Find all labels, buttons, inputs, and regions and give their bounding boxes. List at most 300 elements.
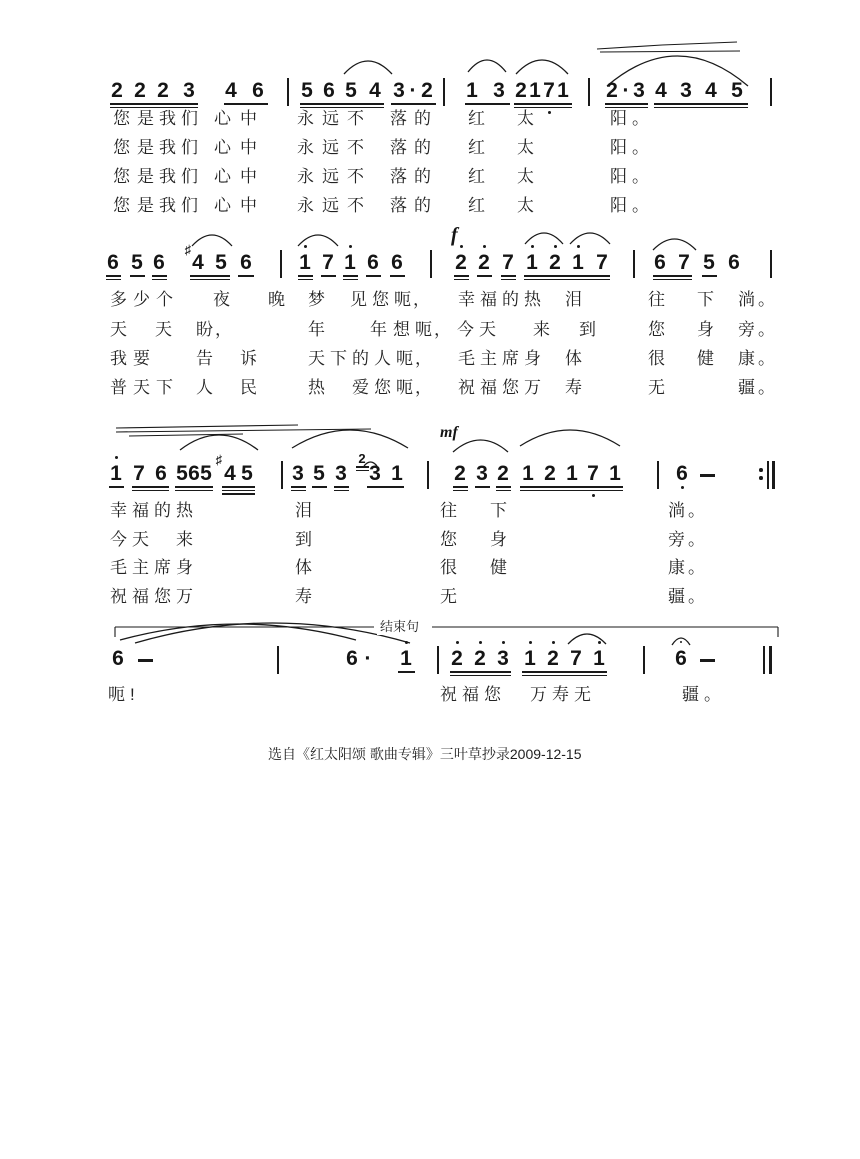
high-octave-dot	[552, 641, 555, 644]
lyric-char: 太	[517, 167, 534, 186]
lyric-char: 不	[347, 109, 364, 128]
barline	[769, 646, 772, 674]
beam-underline	[496, 486, 511, 488]
lyric-char: 落	[390, 196, 407, 215]
lyric-char: 夜	[213, 290, 230, 309]
lyric-char: 热	[308, 378, 325, 397]
slur-arc	[525, 233, 563, 244]
barline	[277, 646, 279, 674]
beam-underline	[132, 490, 169, 492]
note-digit: 6	[188, 462, 200, 485]
lyric-char: 呃	[396, 349, 413, 368]
note-digit: 2	[157, 79, 169, 102]
lyric-char: 疆	[738, 378, 755, 397]
beam-underline	[654, 107, 748, 109]
note-digit: 2	[421, 79, 433, 102]
lyric-char: ，	[215, 320, 232, 339]
lyric-char: 很	[648, 349, 665, 368]
beam-underline	[224, 103, 268, 105]
low-octave-dot	[681, 486, 684, 489]
note-digit: 2	[474, 647, 486, 670]
lyric-char: 太	[517, 138, 534, 157]
lyric-char: 天	[308, 349, 325, 368]
lyric-char: 今	[457, 320, 474, 339]
lyric-char: 主	[480, 349, 497, 368]
lyric-char: 心	[214, 196, 231, 215]
note-digit: 5	[345, 79, 357, 102]
beam-underline	[653, 275, 692, 277]
lyric-char: 我	[159, 167, 176, 186]
lyric-char: 您	[374, 378, 391, 397]
note-digit: 1	[526, 251, 538, 274]
lyric-char: 心	[214, 167, 231, 186]
lyric-char: 往	[440, 501, 457, 520]
high-octave-dot	[456, 641, 459, 644]
note-digit: 6	[367, 251, 379, 274]
lyric-char: 红	[468, 109, 485, 128]
note-digit: 3	[633, 79, 645, 102]
lyric-char: 天	[132, 530, 149, 549]
lyric-char: 福	[480, 290, 497, 309]
beam-underline	[109, 486, 124, 488]
note-digit: 6	[240, 251, 252, 274]
note-digit: 1	[400, 647, 412, 670]
lyric-char: 们	[181, 109, 198, 128]
lyric-char: 您	[154, 587, 171, 606]
lyric-char: 身	[176, 558, 193, 577]
barline	[770, 250, 772, 278]
lyric-char: 们	[181, 196, 198, 215]
lyric-char: 呃	[415, 320, 432, 339]
note-digit: 7	[502, 251, 514, 274]
lyric-char: 热	[524, 290, 541, 309]
slur-arc	[135, 623, 410, 643]
beam-underline	[312, 486, 327, 488]
note-digit: 5	[703, 251, 715, 274]
note-digit: 4	[192, 251, 204, 274]
note-digit: 6	[323, 79, 335, 102]
beam-underline	[152, 279, 167, 281]
lyric-char: 天	[110, 320, 127, 339]
lyric-char: 寿	[565, 378, 582, 397]
note-digit: 6	[107, 251, 119, 274]
lyric-char: 福	[132, 501, 149, 520]
lyric-char: 来	[533, 320, 550, 339]
note-digit: 2	[549, 251, 561, 274]
lyric-char: 阳	[610, 167, 627, 186]
note-digit: 2	[544, 462, 556, 485]
dynamic-mf-mark: mf	[440, 424, 458, 441]
lyric-char: 不	[347, 196, 364, 215]
lyric-char: 天	[479, 320, 496, 339]
high-octave-dot	[460, 245, 463, 248]
note-digit: 5	[200, 462, 212, 485]
note-digit: 7	[587, 462, 599, 485]
lyric-char: 。	[632, 109, 649, 128]
slur-arc	[570, 233, 610, 244]
beam-underline	[356, 466, 369, 468]
augmentation-dot: ·	[409, 79, 417, 102]
sharp-icon: ♯	[184, 242, 192, 257]
beam-underline	[300, 103, 384, 105]
beam-underline	[130, 275, 145, 277]
lyric-char: 福	[480, 378, 497, 397]
beam-underline	[453, 490, 468, 492]
note-digit: 2	[134, 79, 146, 102]
lyric-char: 年	[308, 320, 325, 339]
notation-dot	[680, 641, 683, 644]
notation-dot	[759, 468, 763, 472]
lyric-char: 旁	[738, 320, 755, 339]
lyric-char: 身	[524, 349, 541, 368]
note-digit: 1	[529, 79, 541, 102]
lyric-char: 您	[372, 290, 389, 309]
beam-underline	[398, 671, 415, 673]
note-digit: 3	[476, 462, 488, 485]
lyric-char: 永	[297, 167, 314, 186]
augmentation-dot: ·	[364, 647, 372, 670]
beam-underline	[522, 675, 607, 677]
lyric-char: 。	[688, 501, 705, 520]
lyric-char: 疆	[668, 587, 685, 606]
beam-underline	[334, 486, 349, 488]
lyric-char: 的	[352, 349, 369, 368]
note-digit: 1	[466, 79, 478, 102]
lyric-char: 红	[468, 196, 485, 215]
lyric-char: 不	[347, 167, 364, 186]
beam-underline	[450, 675, 511, 677]
beam-underline	[514, 103, 572, 105]
beam-underline	[291, 486, 306, 488]
lyric-char: 要	[133, 349, 150, 368]
lyric-char: 中	[240, 196, 257, 215]
beam-underline	[450, 671, 511, 673]
note-digit: 1	[566, 462, 578, 485]
lyric-char: 幸	[110, 501, 127, 520]
note-digit: 3	[183, 79, 195, 102]
beam-underline	[175, 490, 213, 492]
lyric-char: 来	[176, 530, 193, 549]
beam-underline	[605, 103, 648, 105]
lyric-char: 少	[133, 290, 150, 309]
lyric-char: 呃	[108, 685, 125, 704]
lyric-char: 祝	[440, 685, 457, 704]
beam-underline	[321, 275, 336, 277]
lyric-char: 。	[632, 196, 649, 215]
note-digit: 4	[369, 79, 381, 102]
beam-underline	[702, 275, 717, 277]
note-digit: 1	[344, 251, 356, 274]
lyric-char: 主	[132, 558, 149, 577]
note-digit: 1	[572, 251, 584, 274]
note-digit: 5	[301, 79, 313, 102]
lyric-char: 心	[214, 109, 231, 128]
duration-dash	[700, 659, 715, 662]
note-digit: 6	[112, 647, 124, 670]
note-digit: 3	[335, 462, 347, 485]
lyric-char: 中	[240, 138, 257, 157]
lyric-char: 您	[113, 196, 130, 215]
lyric-char: 阳	[610, 109, 627, 128]
beam-underline	[453, 486, 468, 488]
lyric-char: 多	[110, 290, 127, 309]
lyric-char: 太	[517, 196, 534, 215]
note-digit: 4	[705, 79, 717, 102]
lyric-char: 泪	[295, 501, 312, 520]
lyric-char: 您	[440, 530, 457, 549]
lyric-char: 寿	[552, 685, 569, 704]
ending-section-label: 结束句	[377, 619, 422, 635]
high-octave-dot	[405, 641, 408, 644]
note-digit: 3	[369, 462, 381, 485]
lyric-char: 毛	[458, 349, 475, 368]
lyric-char: 人	[374, 349, 391, 368]
lyric-char: 阳	[610, 196, 627, 215]
lyric-char: 。	[688, 587, 705, 606]
lyric-char: 无	[648, 378, 665, 397]
high-octave-dot	[598, 641, 601, 644]
barline	[588, 78, 590, 106]
low-octave-dot	[592, 494, 595, 497]
slur-arc	[453, 440, 508, 452]
barline	[770, 78, 772, 106]
lyric-char: 万	[176, 587, 193, 606]
line-mark	[116, 429, 371, 432]
lyric-char: 您	[113, 109, 130, 128]
note-digit: 1	[299, 251, 311, 274]
note-digit: 4	[655, 79, 667, 102]
beam-underline	[475, 486, 490, 488]
lyric-char: 席	[502, 349, 519, 368]
barline	[763, 646, 765, 674]
beam-underline	[334, 490, 349, 492]
high-octave-dot	[554, 245, 557, 248]
beam-underline	[238, 275, 254, 277]
lyric-char: 的	[414, 167, 431, 186]
lyric-char: 很	[440, 558, 457, 577]
beam-underline	[501, 279, 516, 281]
lyric-char: 疆	[682, 685, 699, 704]
beam-underline	[291, 490, 306, 492]
note-digit: 5	[176, 462, 188, 485]
note-digit: 2	[478, 251, 490, 274]
lyric-char: 永	[297, 138, 314, 157]
note-digit: 1	[110, 462, 122, 485]
lyric-char: 身	[490, 530, 507, 549]
lyric-char: 中	[240, 109, 257, 128]
lyric-char: 是	[137, 167, 154, 186]
beam-underline	[298, 279, 313, 281]
high-octave-dot	[115, 456, 118, 459]
lyric-char: 。	[688, 530, 705, 549]
lyric-char: 。	[758, 378, 775, 397]
lyric-char: 们	[181, 167, 198, 186]
note-digit: 6	[676, 462, 688, 485]
beam-underline	[366, 275, 381, 277]
note-digit: 1	[557, 79, 569, 102]
notation-dot	[759, 476, 763, 480]
lyric-char: 中	[240, 167, 257, 186]
lyric-char: 远	[322, 138, 339, 157]
slur-arc	[344, 61, 392, 74]
lyric-char: 晚	[268, 290, 285, 309]
lyric-char: 阳	[610, 138, 627, 157]
high-octave-dot	[502, 641, 505, 644]
note-digit: 6	[252, 79, 264, 102]
lyric-char: 落	[390, 138, 407, 157]
barline	[767, 461, 769, 489]
lyric-char: ，	[413, 290, 430, 309]
lyric-char: 体	[565, 349, 582, 368]
lyric-char: 席	[154, 558, 171, 577]
lyric-char: 呃	[394, 290, 411, 309]
high-octave-dot	[531, 245, 534, 248]
note-digit: 3	[393, 79, 405, 102]
lyric-char: 。	[632, 138, 649, 157]
lyric-char: 。	[632, 167, 649, 186]
beam-underline	[190, 279, 230, 281]
line-mark	[662, 42, 737, 45]
note-digit: 1	[522, 462, 534, 485]
beam-underline	[653, 279, 692, 281]
slur-arc	[292, 430, 408, 448]
lyric-char: 体	[295, 558, 312, 577]
beam-underline	[106, 275, 121, 277]
lyric-char: 下	[156, 378, 173, 397]
lyric-char: 人	[196, 378, 213, 397]
lyric-char: 到	[295, 530, 312, 549]
lyric-char: 呃	[396, 378, 413, 397]
barline	[643, 646, 645, 674]
note-digit: 5	[131, 251, 143, 274]
note-digit: 2	[358, 451, 366, 466]
slur-arc	[653, 239, 696, 250]
lyric-char: 您	[484, 685, 501, 704]
lyric-char: 康	[738, 349, 755, 368]
lyric-char: 我	[159, 196, 176, 215]
lyric-char: 您	[113, 167, 130, 186]
lyric-char: 的	[414, 138, 431, 157]
lyric-char: 万	[530, 685, 547, 704]
duration-dash	[138, 659, 153, 662]
high-octave-dot	[479, 641, 482, 644]
beam-underline	[356, 470, 369, 472]
lyric-char: 远	[322, 196, 339, 215]
beam-underline	[501, 275, 516, 277]
lyric-char: 落	[390, 167, 407, 186]
barline	[657, 461, 659, 489]
lyric-char: 是	[137, 138, 154, 157]
lyric-char: 心	[214, 138, 231, 157]
high-octave-dot	[529, 641, 532, 644]
beam-underline	[343, 279, 358, 281]
note-digit: 3	[493, 79, 505, 102]
beam-underline	[390, 275, 405, 277]
note-digit: 6	[675, 647, 687, 670]
duration-dash	[700, 474, 715, 477]
lyric-char: 红	[468, 138, 485, 157]
lyric-char: ，	[434, 320, 451, 339]
lyric-char: 诉	[240, 349, 257, 368]
barline	[633, 250, 635, 278]
beam-underline	[520, 490, 623, 492]
note-digit: 5	[313, 462, 325, 485]
lyric-char: 淌	[668, 501, 685, 520]
barline	[280, 250, 282, 278]
lyric-char: 无	[440, 587, 457, 606]
lyric-char: 们	[181, 138, 198, 157]
note-digit: 7	[133, 462, 145, 485]
lyric-char: 。	[758, 349, 775, 368]
beam-underline	[454, 279, 469, 281]
lyric-char: 无	[574, 685, 591, 704]
augmentation-dot: ·	[622, 79, 630, 102]
note-digit: 6	[346, 647, 358, 670]
lyric-char: 康	[668, 558, 685, 577]
note-digit: 2	[547, 647, 559, 670]
barline	[281, 461, 283, 489]
note-digit: 6	[728, 251, 740, 274]
lyric-char: 永	[297, 109, 314, 128]
beam-underline	[496, 490, 511, 492]
slur-arc	[520, 430, 620, 446]
lyric-char: 永	[297, 196, 314, 215]
note-digit: 5	[731, 79, 743, 102]
lyric-char: 。	[758, 320, 775, 339]
lyric-char: 热	[176, 501, 193, 520]
note-digit: 1	[391, 462, 403, 485]
lyric-char: 下	[697, 290, 714, 309]
lyric-char: 梦	[308, 290, 325, 309]
lyric-char: 太	[517, 109, 534, 128]
beam-underline	[222, 493, 255, 495]
lyric-char: 落	[390, 109, 407, 128]
note-digit: 3	[680, 79, 692, 102]
lyric-char: 民	[240, 378, 257, 397]
high-octave-dot	[304, 245, 307, 248]
beam-underline	[152, 275, 167, 277]
lyric-char: 普	[110, 378, 127, 397]
slur-arc	[120, 624, 356, 640]
lyric-char: 下	[330, 349, 347, 368]
lyric-char: 天	[133, 378, 150, 397]
beam-underline	[175, 486, 213, 488]
note-digit: 6	[391, 251, 403, 274]
barline	[427, 461, 429, 489]
lyric-char: 福	[462, 685, 479, 704]
lyric-char: 远	[322, 167, 339, 186]
barline	[430, 250, 432, 278]
beam-underline	[522, 671, 607, 673]
lyric-char: 我	[110, 349, 127, 368]
beam-underline	[110, 103, 198, 105]
note-digit: 2	[515, 79, 527, 102]
barline	[443, 78, 445, 106]
lyric-char: ，	[415, 378, 432, 397]
note-digit: 4	[224, 462, 236, 485]
lyric-char: 泪	[565, 290, 582, 309]
lyric-char: 不	[347, 138, 364, 157]
lyric-char: 您	[502, 378, 519, 397]
note-digit: 5	[241, 462, 253, 485]
beam-underline	[654, 103, 748, 105]
lyric-char: 健	[697, 349, 714, 368]
lyric-char: 淌	[738, 290, 755, 309]
low-octave-dot	[548, 111, 551, 114]
beam-underline	[524, 279, 610, 281]
beam-underline	[465, 103, 510, 105]
note-digit: 6	[654, 251, 666, 274]
